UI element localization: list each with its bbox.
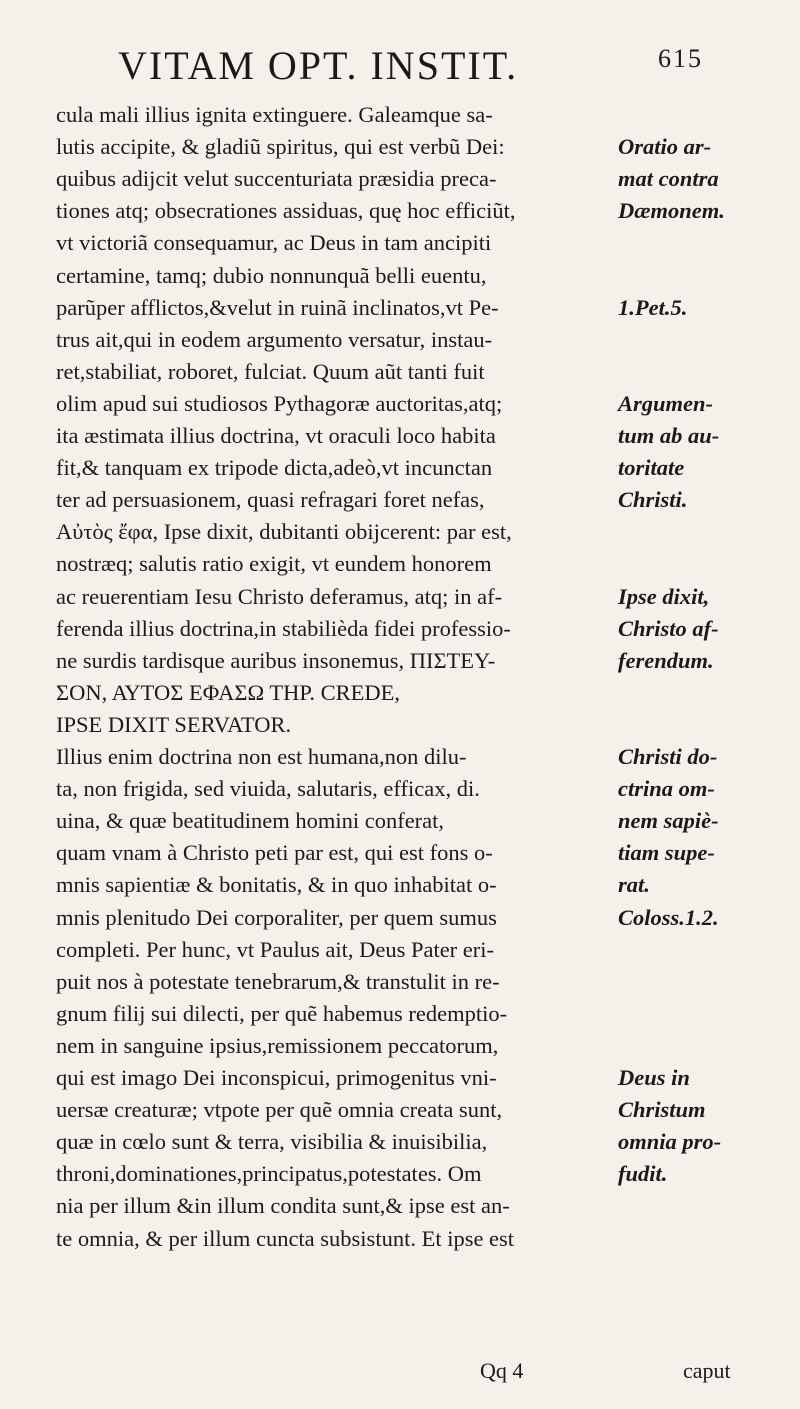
running-header	[118, 42, 703, 92]
body-text: quam vnam à Christo peti par est, qui est fons o-	[56, 840, 493, 866]
marginal-note: tum ab au-	[618, 423, 720, 448]
body-text: uina, & quæ beatitudinem homini conferat,	[56, 808, 445, 834]
marginal-note: omnia pro-	[618, 1129, 722, 1155]
body-text: ita æstimata illius doctrina, vt oraculi loco habita	[56, 423, 496, 448]
marginal-note: Oratio ar-	[618, 134, 712, 160]
body-text: nem in sanguine ipsius,remissionem peccatorum,	[56, 1032, 499, 1058]
page-number: 615	[658, 44, 703, 73]
marginal-note: ctrina om-	[618, 776, 715, 802]
body-text: fit,& tanquam ex tripode dicta,adeò,vt incunctan	[56, 455, 493, 481]
marginal-note: Coloss.1.2.	[618, 904, 719, 930]
marginal-note: mat contra	[618, 166, 719, 192]
body-text: nostræq; salutis ratio exigit, vt eundem honorem	[56, 551, 492, 577]
body-text: gnum filij sui dilecti, per quẽ habemus redemptio-	[56, 1000, 508, 1026]
body-text: quæ in cœlo sunt & terra, visibilia & inuisibilia,	[56, 1129, 488, 1155]
marginal-note: Christum	[618, 1097, 706, 1123]
body-text: tiones atq; obsecrationes assiduas, quę hoc efficiũt,	[56, 198, 516, 224]
body-text: ΣΟΝ, ΑΥΤΟΣ ΕΦΑΣΩ ΤΗΡ. CREDE,	[56, 679, 401, 705]
body-text: ret,stabiliat, roboret, fulciat. Quum aũt tanti fuit	[56, 358, 485, 384]
body-text: throni,dominationes,principatus,potestates. Om	[56, 1161, 482, 1187]
body-text: ac reuerentiam Iesu Christo deferamus, atq; in af-	[56, 583, 503, 609]
marginal-note: 1.Pet.5.	[618, 294, 688, 320]
marginal-note: rat.	[618, 872, 650, 898]
page-footer	[0, 1358, 800, 1388]
signature-mark: Qq 4	[480, 1358, 524, 1383]
body-text: parũper afflictos,&velut in ruinã inclinatos,vt Pe-	[56, 294, 499, 320]
body-text: Illius enim doctrina non est humana,non dilu-	[56, 744, 467, 769]
body-text: qui est imago Dei inconspicui, primogenitus vni-	[56, 1065, 497, 1090]
catchword: caput	[683, 1358, 731, 1383]
body-text: puit nos à potestate tenebrarum,& transtulit in re-	[56, 968, 500, 994]
body-text: ter ad persuasionem, quasi refragari foret nefas,	[56, 487, 485, 513]
body-text: quibus adijcit velut succenturiata præsidia preca-	[56, 166, 497, 192]
body-text: mnis plenitudo Dei corporaliter, per quem sumus	[56, 904, 497, 930]
body-text: ta, non frigida, sed viuida, salutaris, efficax, di.	[56, 776, 480, 802]
body-text: IPSE DIXIT SERVATOR.	[56, 711, 292, 737]
marginal-note: Ipse dixit,	[618, 583, 710, 609]
body-text: certamine, tamq; dubio nonnunquã belli euentu,	[56, 262, 487, 288]
marginal-note: Christi do-	[618, 744, 718, 769]
body-text: nia per illum &in illum condita sunt,& ipse est an-	[56, 1193, 510, 1219]
marginal-note: nem sapiè-	[618, 808, 719, 834]
body-text: ne surdis tardisque auribus insonemus, ΠΙΣΤΕΥ-	[56, 647, 496, 673]
marginal-note: toritate	[618, 455, 685, 481]
body-text: uersæ creaturæ; vtpote per quẽ omnia creata sunt,	[56, 1097, 503, 1123]
marginal-note: ferendum.	[618, 647, 714, 673]
marginal-note: Christo af-	[618, 615, 719, 641]
running-title: VITAM OPT. INSTIT.	[118, 43, 519, 88]
marginal-note: Dæmonem.	[618, 198, 725, 224]
body-text: completi. Per hunc, vt Paulus ait, Deus Pater eri-	[56, 936, 495, 962]
body-text: trus ait,qui in eodem argumento versatur, instau-	[56, 326, 493, 352]
body-text: lutis accipite, & gladiũ spiritus, qui est verbũ Dei:	[56, 134, 505, 160]
body-text: mnis sapientiæ & bonitatis, & in quo inhabitat o-	[56, 872, 497, 898]
marginal-note: Christi.	[618, 487, 688, 513]
marginal-note: Deus in	[618, 1065, 690, 1090]
body-text: cula mali illius ignita extinguere. Galeamque sa-	[56, 102, 493, 127]
body-text: vt victoriã consequamur, ac Deus in tam ancipiti	[56, 230, 492, 256]
body-text: te omnia, & per illum cuncta subsistunt. Et ipse est	[56, 1225, 515, 1251]
marginal-note: Argumen-	[618, 390, 714, 416]
body-text: ferenda illius doctrina,in stabilièda fidei professio-	[56, 615, 511, 641]
body-text: Αὐτὸς ἔφα, Ipse dixit, dubitanti obijcerent: par est,	[56, 519, 512, 545]
body-text: olim apud sui studiosos Pythagoræ auctoritas,atq;	[56, 390, 503, 416]
marginal-note: fudit.	[618, 1161, 668, 1187]
marginal-note: tiam supe-	[618, 840, 715, 866]
